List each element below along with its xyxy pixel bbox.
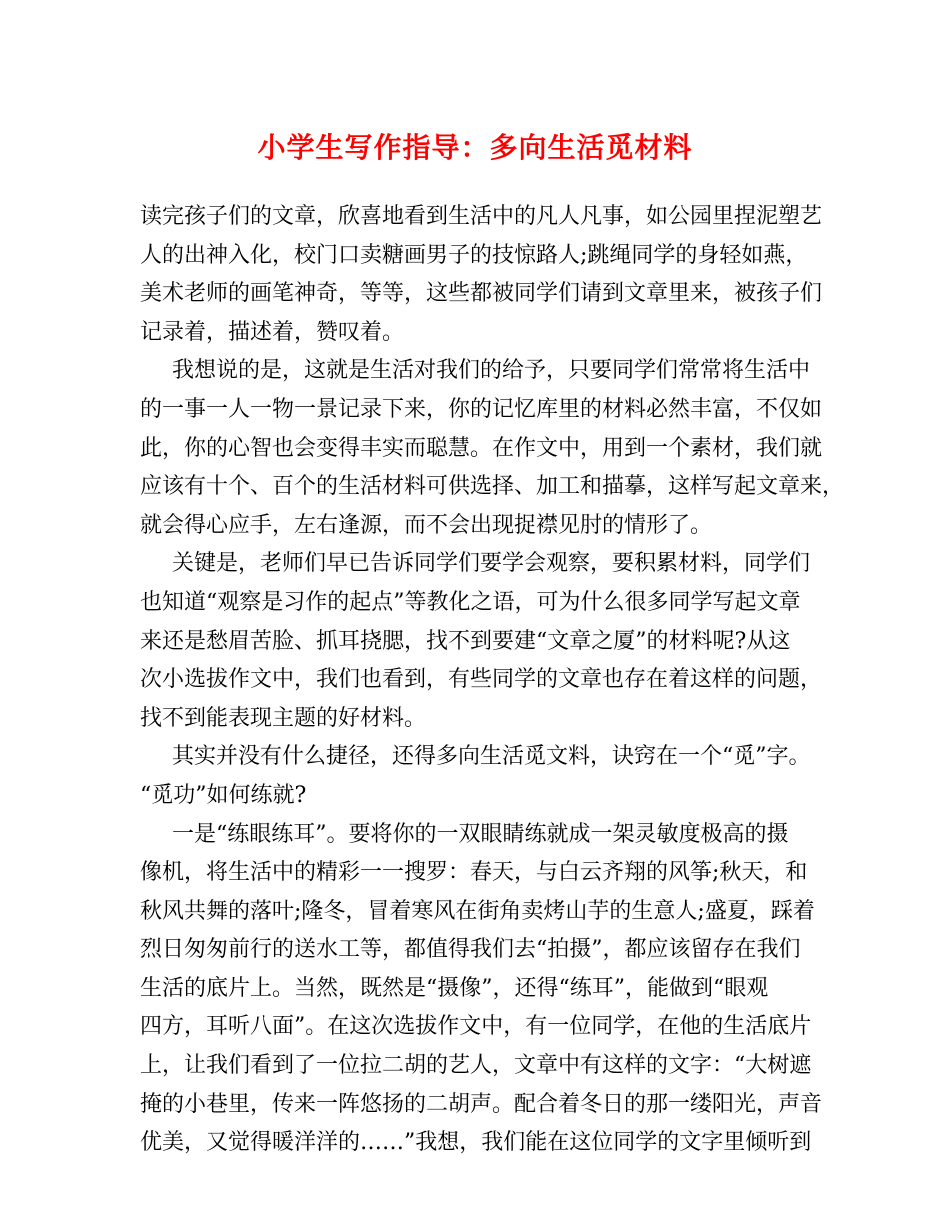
text-line: 也知道“观察是习作的起点”等教化之语，可为什么很多同学写起文章	[140, 589, 801, 615]
text-line: 秋风共舞的落叶;隆冬，冒着寒风在街角卖烤山芋的生意人;盛夏，踩着	[140, 898, 815, 924]
text-line: 找不到能表现主题的好材料。	[140, 705, 427, 731]
text-line: 次小选拔作文中，我们也看到，有些同学的文章也存在着这样的问题，	[140, 667, 823, 693]
text-line: 优美，又觉得暖洋洋的……”我想，我们能在这位同学的文字里倾听到	[140, 1130, 812, 1156]
document-body	[140, 198, 845, 1163]
text-line: 生活的底片上。当然，既然是“摄像”，还得“练耳”，能做到“眼观	[140, 975, 769, 1001]
text-line: 我想说的是，这就是生活对我们的给予，只要同学们常常将生活中	[172, 358, 811, 384]
text-line: 来还是愁眉苦脸、抓耳挠腮，找不到要建“文章之厦”的材料呢?从这	[140, 628, 791, 654]
text-line: “觅功”如何练就?	[140, 782, 307, 808]
text-line: 四方，耳听八面”。在这次选拔作文中，有一位同学，在他的生活底片	[140, 1014, 812, 1040]
text-line: 一是“练眼练耳”。要将你的一双眼睛练就成一架灵敏度极高的摄	[172, 821, 789, 847]
text-line: 烈日匆匆前行的送水工等，都值得我们去“拍摄”，都应该留存在我们	[140, 937, 801, 963]
text-line: 上，让我们看到了一位拉二胡的艺人，文章中有这样的文字：“大树遮	[140, 1053, 812, 1079]
text-line: 人的出神入化，校门口卖糖画男子的技惊路人;跳绳同学的身轻如燕，	[140, 242, 808, 268]
document-title: 小学生写作指导：多向生活觅材料	[257, 131, 693, 164]
text-line: 就会得心应手，左右逢源，而不会出现捉襟见肘的情形了。	[140, 512, 713, 538]
text-line: 的一事一人一物一景记录下来，你的记忆库里的材料必然丰富，不仅如	[140, 396, 823, 422]
text-line: 关键是，老师们早已告诉同学们要学会观察，要积累材料，同学们	[172, 551, 811, 577]
text-line: 其实并没有什么捷径，还得多向生活觅文料，诀窍在一个“觅”字。	[172, 744, 811, 770]
text-line: 掩的小巷里，传来一阵悠扬的二胡声。配合着冬日的那一缕阳光，声音	[140, 1091, 823, 1117]
text-line: 应该有十个、百个的生活材料可供选择、加工和描摹，这样写起文章来，	[140, 474, 845, 500]
text-line: 此，你的心智也会变得丰实而聪慧。在作文中，用到一个素材，我们就	[140, 435, 823, 461]
text-line: 美术老师的画笔神奇，等等，这些都被同学们请到文章里来，被孩子们	[140, 281, 823, 307]
text-line: 记录着，描述着，赞叹着。	[140, 319, 405, 345]
text-line: 读完孩子们的文章，欣喜地看到生活中的凡人凡事，如公园里捏泥塑艺	[140, 204, 823, 229]
text-line: 像机，将生活中的精彩一一搜罗：春天，与白云齐翔的风筝;秋天，和	[140, 860, 808, 886]
